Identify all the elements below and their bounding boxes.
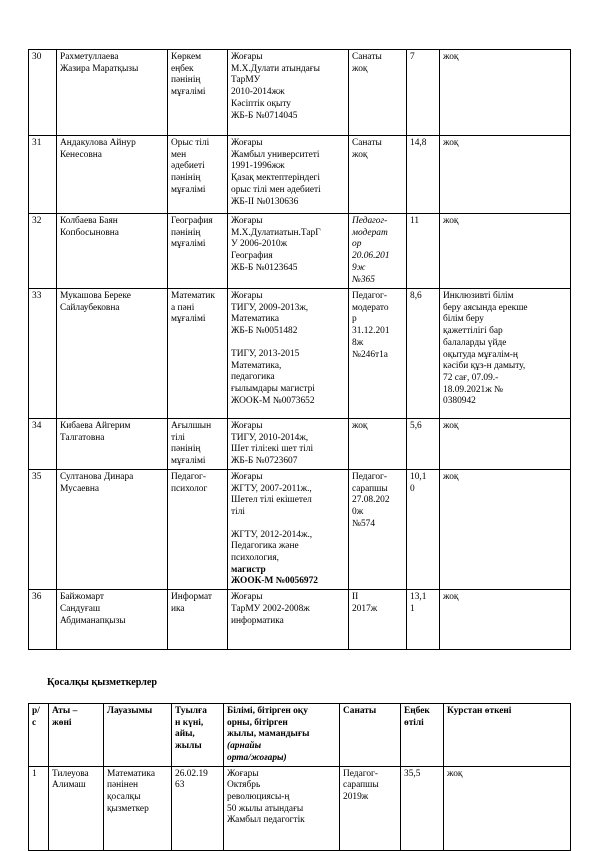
teacher-name: Султанова Динара Мусаевна [57, 469, 168, 589]
auxiliary-staff-table [28, 703, 571, 851]
table-row [29, 289, 571, 419]
staff-education: Жоғары Октябрь революциясы-ң 50 жылы атындағы Жамбыл педагогтік [224, 766, 340, 850]
teacher-courses: жоқ [440, 214, 571, 289]
teacher-position: Педагог- психолог [168, 469, 228, 589]
teacher-courses: жоқ [440, 469, 571, 589]
header-experience: Еңбек өтілі [401, 704, 444, 767]
teacher-education: Жоғары ТарМУ 2002-2008ж информатика [228, 590, 349, 650]
table-row [29, 590, 571, 650]
row-number: 32 [29, 214, 57, 289]
teacher-experience: 7 [407, 50, 440, 136]
row-number: 30 [29, 50, 57, 136]
education-bachelor: Жоғары ЖГТУ, 2007-2011ж., Шетел тілі екішетел тілі [231, 471, 312, 517]
teacher-experience: 5,6 [407, 419, 440, 470]
teacher-position: Ағылшын тілі пәнінің мұғалімі [168, 419, 228, 470]
teacher-education: Жоғары Жамбыл университеті 1991-1996жж Қазақ мектептеріндегі орыс тілі мен әдебиеті ЖБ-ІІ №0130636 [228, 136, 349, 214]
education-master: ТИГУ, 2013-2015 Математика, педагогика ғылымдары магистрі ЖООК-М №0073652 [231, 348, 315, 406]
header-education-main: Білімі, бітірген оқу орны, бітірген жылы, мамандығы [227, 706, 310, 740]
teacher-courses: жоқ [440, 590, 571, 650]
header-education-note: (арнайы орта/жоғары) [227, 741, 287, 763]
education-master: ЖГТУ, 2012-2014ж., Педагогика және психология, [231, 529, 313, 564]
education-bachelor: Жоғары ТИГУ, 2009-2013ж, Математика ЖБ-Б №0051482 [231, 291, 309, 337]
header-courses: Курстан өткені [444, 704, 571, 767]
table-row [29, 766, 571, 850]
header-category: Санаты [340, 704, 401, 767]
row-number: 1 [29, 766, 49, 850]
staff-experience: 35,5 [401, 766, 444, 850]
teacher-position: Информат ика [168, 590, 228, 650]
header-name: Аты – жөні [49, 704, 104, 767]
row-number: 36 [29, 590, 57, 650]
teacher-name: Андакулова Айнур Кенесовна [57, 136, 168, 214]
section-title: Қосалқы қызметкерлер [47, 677, 158, 688]
staff-courses: жоқ [444, 766, 571, 850]
staff-position: Математика пәнінен қосалқы қызметкер [104, 766, 172, 850]
education-master-diploma: магистр ЖООК-М №0056972 [231, 564, 318, 587]
teacher-education: Жоғары М.Х.Дулати атындағы ТарМУ 2010-2014жж Кәсіптік оқыту ЖБ-Б №0714045 [228, 50, 349, 136]
teacher-experience: 14,8 [407, 136, 440, 214]
teacher-courses: жоқ [440, 136, 571, 214]
row-number: 33 [29, 289, 57, 419]
teacher-education: Жоғары ТИГУ, 2010-2014ж, Шет тілі:екі шет тілі ЖБ-Б №0723607 [228, 419, 349, 470]
staff-category: Педагог- сарапшы 2019ж [340, 766, 401, 850]
teacher-name: Кибаева Айгерим Талгатовна [57, 419, 168, 470]
teacher-name: Рахметуллаева Жазира Маратқызы [57, 50, 168, 136]
header-birth-date: Туылға н күні, айы, жылы [172, 704, 224, 767]
teacher-name: Колбаева Баян Копбосыновна [57, 214, 168, 289]
header-education [224, 704, 340, 767]
table-row [29, 50, 571, 136]
teacher-position: Математик а пәні мұғалімі [168, 289, 228, 419]
teacher-education [228, 289, 349, 419]
teacher-courses: Инклюзивті білім беру аясында ерекше білім беру қажеттілігі бар балаларды үйде оқытуда мұғалім-ң кәсіби құз-н дамыту, 72 сағ, 07.09.- 18.09.2021ж № 0380942 [440, 289, 571, 419]
table-row [29, 419, 571, 470]
teacher-position: Орыс тілі мен әдебиеті пәнінің мұғалімі [168, 136, 228, 214]
teacher-category: Санаты жоқ [349, 136, 407, 214]
teacher-category: Санаты жоқ [349, 50, 407, 136]
teacher-name: Байжомарт Сандуғаш Абдиманапқызы [57, 590, 168, 650]
teacher-education: Жоғары М.Х.Дулатиатын.ТарГ У 2006-2010ж География ЖБ-Б №0123645 [228, 214, 349, 289]
table-header-row [29, 704, 571, 767]
teacher-category: Педагог- модерато р 31.12.201 8ж №246т1а [349, 289, 407, 419]
teacher-category: жоқ [349, 419, 407, 470]
teacher-position: География пәнінің мұғалімі [168, 214, 228, 289]
row-number: 31 [29, 136, 57, 214]
row-number: 34 [29, 419, 57, 470]
staff-name: Тилеуова Алимаш [49, 766, 104, 850]
teacher-experience: 8,6 [407, 289, 440, 419]
teacher-category: Педагог- модерат ор 20.06.201 9ж №365 [349, 214, 407, 289]
table-row [29, 469, 571, 589]
teacher-education [228, 469, 349, 589]
teacher-position: Көркем еңбек пәнінің мұғалімі [168, 50, 228, 136]
teacher-experience: 13,1 1 [407, 590, 440, 650]
teacher-category: Педагог- сарапшы 27.08.202 0ж №574 [349, 469, 407, 589]
table-row [29, 136, 571, 214]
teacher-name: Мукашова Береке Сайлаубековна [57, 289, 168, 419]
header-position: Лауазымы [104, 704, 172, 767]
row-number: 35 [29, 469, 57, 589]
teacher-courses: жоқ [440, 419, 571, 470]
teacher-experience: 11 [407, 214, 440, 289]
teacher-experience: 10,1 0 [407, 469, 440, 589]
teacher-courses: жоқ [440, 50, 571, 136]
staff-birth-date: 26.02.19 63 [172, 766, 224, 850]
staff-table [28, 49, 571, 650]
teacher-category: ІІ 2017ж [349, 590, 407, 650]
header-number: р/ с [29, 704, 49, 767]
table-row [29, 214, 571, 289]
